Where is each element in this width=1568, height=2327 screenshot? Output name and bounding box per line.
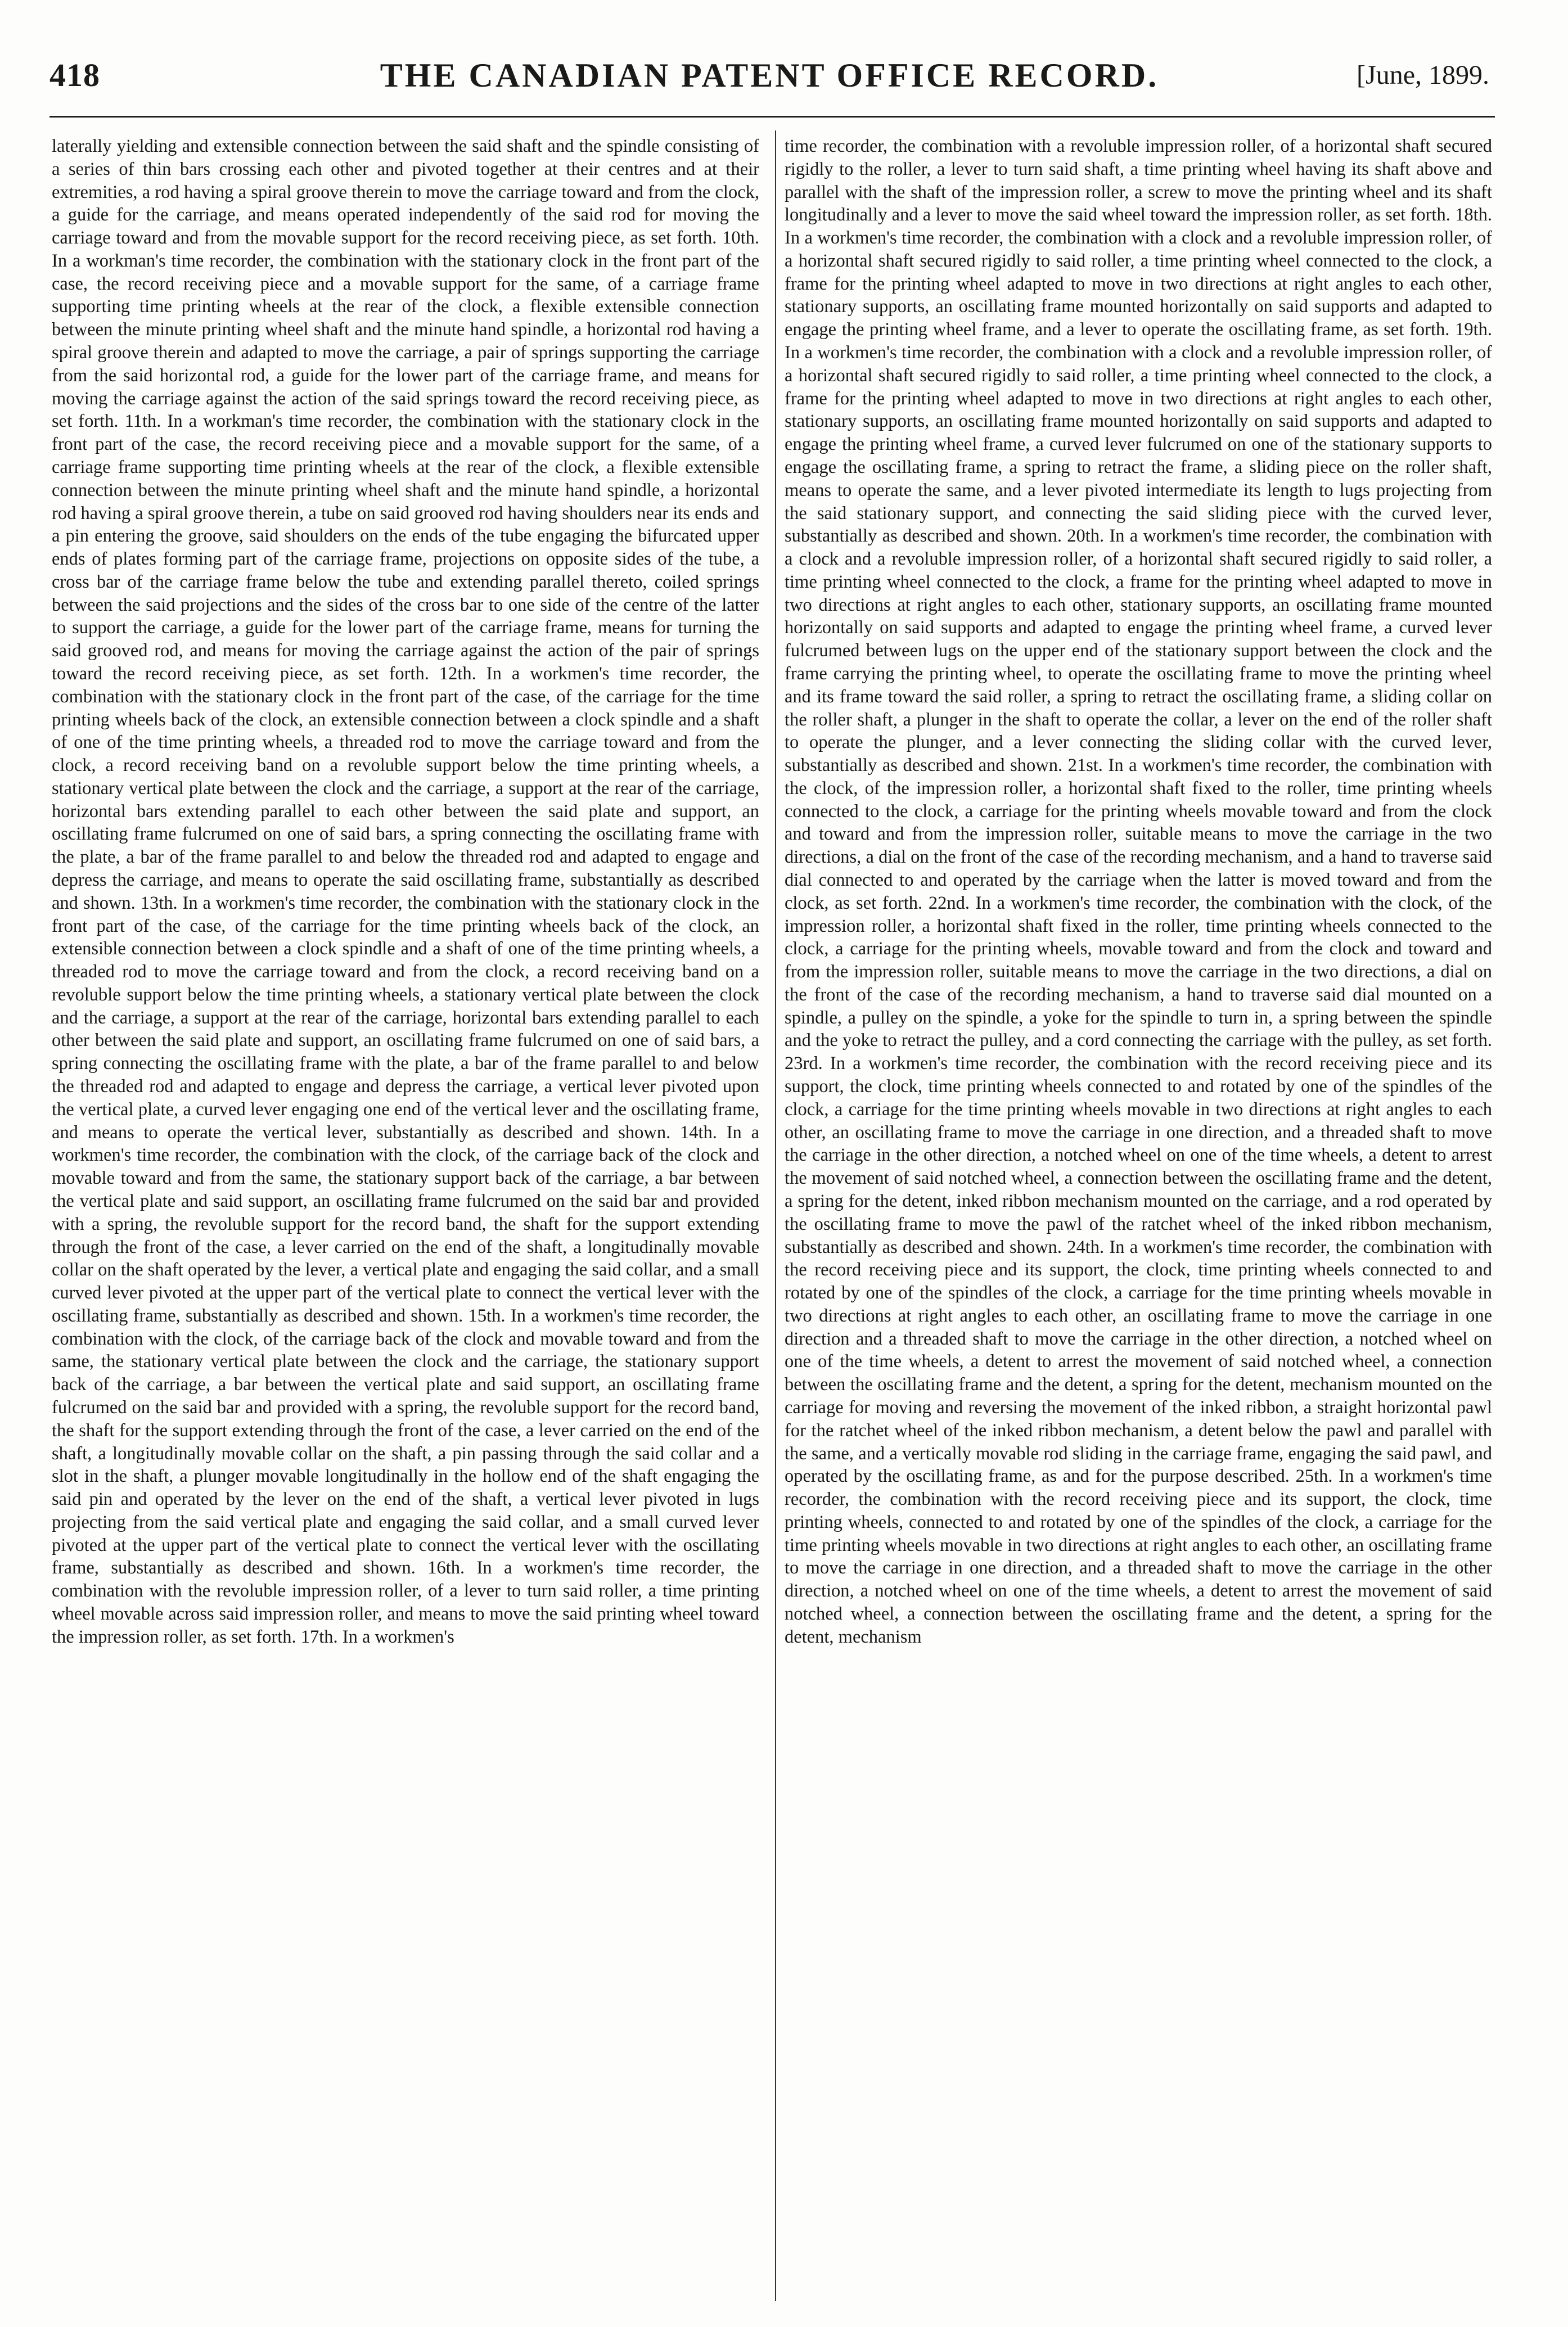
page-header	[49, 56, 1489, 101]
issue-date: [June, 1899.	[1357, 60, 1489, 90]
column-divider	[775, 130, 776, 2301]
header-rule	[49, 116, 1495, 118]
text-column-left: laterally yielding and extensible connection between the said shaft and the spindle consisting of a series of thin bars crossing each other and pivoted together at their centres and at their extremities, a rod having a spiral groove therein to move the carriage toward and from the clock, a guide for the carriage, and means operated independently of the said rod for moving the carriage toward and from the movable support for the record receiving piece, as set forth. 10th. In a workman's time recorder, the combination with the stationary clock in the front part of the case, the record receiving piece and a movable support for the same, of a carriage frame supporting time printing wheels at the rear of the clock, a flexible extensible connection between the minute printing wheel shaft and the minute hand spindle, a horizontal rod having a spiral groove therein and adapted to move the carriage, a pair of springs supporting the carriage from the said horizontal rod, a guide for the lower part of the carriage frame, and means for moving the carriage against the action of the said springs toward the record receiving piece, as set forth. 11th. In a workman's time recorder, the combination with the stationary clock in the front part of the case, the record receiving piece and a movable support for the same, of a carriage frame supporting time printing wheels at the rear of the clock, a flexible extensible connection between the minute printing wheel shaft and the minute hand spindle, a horizontal rod having a spiral groove therein, a tube on said grooved rod having shoulders near its ends and a pin entering the groove, said shoulders on the ends of the tube engaging the bifurcated upper ends of plates forming part of the carriage frame, projections on opposite sides of the tube, a cross bar of the carriage frame below the tube and extending parallel thereto, coiled springs between the said projections and the sides of the cross bar to one side of the centre of the latter to support the carriage, a guide for the lower part of the carriage frame, means for turning the said grooved rod, and means for moving the carriage against the action of the pair of springs toward the record receiving piece, as set forth. 12th. In a workmen's time recorder, the combination with the stationary clock in the front part of the case, of the carriage for the time printing wheels back of the clock, an extensible connection between a clock spindle and a shaft of one of the time printing wheels, a threaded rod to move the carriage toward and from the clock, a record receiving band on a revoluble support below the time printing wheels, a stationary vertical plate between the clock and the carriage, a support at the rear of the carriage, horizontal bars extending parallel to each other between the said plate and support, an oscillating frame fulcrumed on one of said bars, a spring connecting the oscillating frame with the plate, a bar of the frame parallel to and below the threaded rod and adapted to engage and depress the carriage, and means to operate the said oscillating frame, substantially as described and shown. 13th. In a workmen's time recorder, the combination with the stationary clock in the front part of the case, of the carriage for the time printing wheels back of the clock, an extensible connection between a clock spindle and a shaft of one of the time printing wheels, a threaded rod to move the carriage toward and from the clock, a record receiving band on a revoluble support below the time printing wheels, a stationary vertical plate between the clock and the carriage, a support at the rear of the carriage, horizontal bars extending parallel to each other between the said plate and support, an oscillating frame fulcrumed on one of said bars, a spring connecting the oscillating frame with the plate, a bar of the frame parallel to and below the threaded rod and adapted to engage and depress the carriage, a vertical lever pivoted upon the vertical plate, a curved lever engaging one end of the vertical lever and the oscillating frame, and means to operate the vertical lever, substantially as described and shown. 14th. In a workmen's time recorder, the combination with the clock, of the carriage back of the clock and movable toward and from the same, the stationary support back of the carriage, a bar between the vertical plate and said support, an oscillating frame fulcrumed on the said bar and provided with a spring, the revoluble support for the record band, the shaft for the support extending through the front of the case, a lever carried on the end of the shaft, a longitudinally movable collar on the shaft operated by the lever, a vertical plate and engaging the said collar, and a small curved lever pivoted at the upper part of the vertical plate to connect the vertical lever with the oscillating frame, substantially as described and shown. 15th. In a workmen's time recorder, the combination with the clock, of the carriage back of the clock and movable toward and from the same, the stationary vertical plate between the clock and the carriage, the stationary support back of the carriage, a bar between the vertical plate and said support, an oscillating frame fulcrumed on the said bar and provided with a spring, the revoluble support for the record band, the shaft for the support extending through the front of the case, a lever carried on the end of the shaft, a longitudinally movable collar on the shaft, a pin passing through the said collar and a slot in the shaft, a plunger movable longitudinally in the hollow end of the shaft engaging the said pin and operated by the lever on the end of the shaft, a vertical lever pivoted in lugs projecting from the said vertical plate and engaging the said collar, and a small curved lever pivoted at the upper part of the vertical plate to connect the vertical lever with the oscillating frame, substantially as described and shown. 16th. In a workmen's time recorder, the combination with the revoluble impression roller, of a lever to turn said roller, a time printing wheel movable across said impression roller, and means to move the said printing wheel toward the impression roller, as set forth. 17th. In a workmen's	[52, 136, 759, 1647]
text-column-right: time recorder, the combination with a revoluble impression roller, of a horizontal shaft secured rigidly to the roller, a lever to turn said shaft, a time printing wheel having its shaft above and parallel with the shaft of the impression roller, a screw to move the printing wheel and its shaft longitudinally and a lever to move the said wheel toward the impression roller, as set forth. 18th. In a workmen's time recorder, the combination with a clock and a revoluble impression roller, of a horizontal shaft secured rigidly to said roller, a time printing wheel connected to the clock, a frame for the printing wheel adapted to move in two directions at right angles to each other, stationary supports, an oscillating frame mounted horizontally on said supports and adapted to engage the printing wheel frame, and a lever to operate the oscillating frame, as set forth. 19th. In a workmen's time recorder, the combination with a clock and a revoluble impression roller, of a horizontal shaft secured rigidly to said roller, a time printing wheel connected to the clock, a frame for the printing wheel adapted to move in two directions at right angles to each other, stationary supports, an oscillating frame mounted horizontally on said supports and adapted to engage the printing wheel frame, a curved lever fulcrumed on one of the stationary supports to engage the oscillating frame, a spring to retract the frame, a sliding piece on the roller shaft, means to operate the same, and a lever pivoted intermediate its length to lugs projecting from the said stationary support, and connecting the said sliding piece with the curved lever, substantially as described and shown. 20th. In a workmen's time recorder, the combination with a clock and a revoluble impression roller, of a horizontal shaft secured rigidly to said roller, a time printing wheel connected to the clock, a frame for the printing wheel adapted to move in two directions at right angles to each other, stationary supports, an oscillating frame mounted horizontally on said supports and adapted to engage the printing wheel frame, a curved lever fulcrumed between lugs on the upper end of the stationary support between the clock and the frame carrying the printing wheel, to operate the oscillating frame to move the printing wheel and its frame toward the said roller, a spring to retract the oscillating frame, a sliding collar on the roller shaft, a plunger in the shaft to operate the collar, a lever on the end of the roller shaft to operate the plunger, and a lever connecting the sliding collar with the curved lever, substantially as described and shown. 21st. In a workmen's time recorder, the combination with the clock, of the impression roller, a horizontal shaft fixed to the roller, time printing wheels connected to the clock, a carriage for the printing wheels movable toward and from the clock and toward and from the impression roller, suitable means to move the carriage in the two directions, a dial on the front of the case of the recording mechanism, and a hand to traverse said dial connected to and operated by the carriage when the latter is moved toward and from the clock, as set forth. 22nd. In a workmen's time recorder, the combination with the clock, of the impression roller, a horizontal shaft fixed in the roller, time printing wheels connected to the clock, a carriage for the printing wheels, movable toward and from the clock and toward and from the impression roller, suitable means to move the carriage in the two directions, a dial on the front of the case of the recording mechanism, a hand to traverse said dial mounted on a spindle, a pulley on the spindle, a yoke for the spindle to turn in, a spring between the spindle and the yoke to retract the pulley, and a cord connecting the carriage with the pulley, as set forth. 23rd. In a workmen's time recorder, the combination with the record receiving piece and its support, the clock, time printing wheels connected to and rotated by one of the spindles of the clock, a carriage for the time printing wheels movable in two directions at right angles to each other, an oscillating frame to move the carriage in one direction, and a threaded shaft to move the carriage in the other direction, a notched wheel on one of the time wheels, a detent to arrest the movement of said notched wheel, a connection between the oscillating frame and the detent, a spring for the detent, inked ribbon mechanism mounted on the carriage, and a rod operated by the oscillating frame to move the pawl of the ratchet wheel of the inked ribbon mechanism, substantially as described and shown. 24th. In a workmen's time recorder, the combination with the record receiving piece and its support, the clock, time printing wheels connected to and rotated by one of the spindles of the clock, a carriage for the time printing wheels movable in two directions at right angles to each other, an oscillating frame to move the carriage in one direction and a threaded shaft to move the carriage in the other direction, a notched wheel on one of the time wheels, a detent to arrest the movement of said notched wheel, a connection between the oscillating frame and the detent, a spring for the detent, mechanism mounted on the carriage for moving and reversing the movement of the inked ribbon, a straight horizontal pawl for the ratchet wheel of the inked ribbon mechanism, a detent below the pawl and parallel with the same, and a vertically movable rod sliding in the carriage frame, engaging the said pawl, and operated by the oscillating frame, as and for the purpose described. 25th. In a workmen's time recorder, the combination with the record receiving piece and its support, the clock, time printing wheels, connected to and rotated by one of the spindles of the clock, a carriage for the time printing wheels movable in two directions at right angles to each other, an oscillating frame to move the carriage in one direction, and a threaded shaft to move the carriage in the other direction, a notched wheel on one of the time wheels, a detent to arrest the movement of said notched wheel, a connection between the oscillating frame and the detent, a spring for the detent, mechanism	[785, 136, 1492, 1647]
journal-title: THE CANADIAN PATENT OFFICE RECORD.	[380, 57, 1159, 94]
page-number: 418	[49, 57, 100, 93]
